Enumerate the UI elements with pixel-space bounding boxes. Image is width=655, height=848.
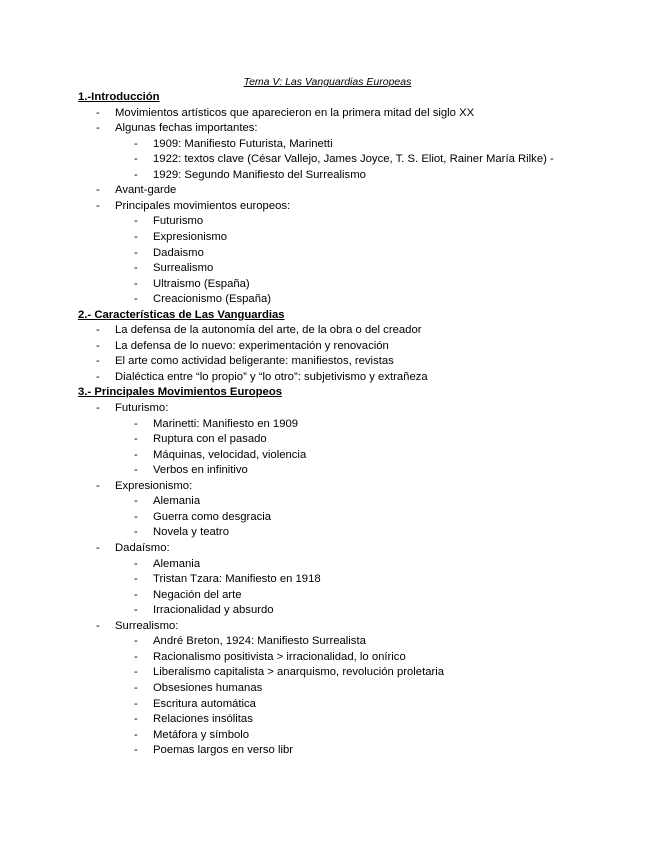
list-item-text: Racionalismo positivista > irracionalidad, lo onírico: [153, 650, 406, 663]
bullet-dash: -: [134, 728, 138, 741]
bullet-dash: -: [134, 650, 138, 663]
bullet-dash: -: [134, 510, 138, 523]
list-item-text: Creacionismo (España): [153, 293, 272, 306]
list-item-text: Alemania: [153, 495, 201, 508]
bullet-dash: -: [96, 184, 100, 197]
list-item-text: Verbos en infinitivo: [153, 464, 248, 477]
section-heading-text: 2.- Características de Las Vanguardias: [78, 308, 285, 321]
list-item-text: Futurismo:: [115, 402, 169, 414]
section-heading-text: 1.-Introducción: [78, 91, 160, 103]
list-item-text: Obsesiones humanas: [153, 681, 263, 694]
bullet-dash: -: [134, 137, 138, 150]
bullet-dash: -: [96, 199, 100, 212]
bullet-dash: -: [96, 479, 100, 492]
bullet-dash: -: [134, 153, 138, 166]
bullet-dash: -: [134, 168, 138, 181]
list-item-text: Alemania: [153, 557, 201, 570]
bullet-dash: -: [134, 666, 138, 679]
list-item-text: Avant-garde: [115, 184, 177, 197]
bullet-dash: -: [134, 246, 138, 259]
list-item-text: El arte como actividad beligerante: manifiestos, revistas: [115, 355, 394, 368]
list-item-text: La defensa de la autonomía del arte, de la obra o del creador: [115, 324, 422, 337]
bullet-dash: -: [134, 604, 138, 617]
bullet-dash: -: [96, 339, 100, 352]
bullet-dash: -: [134, 262, 138, 275]
bullet-dash: -: [134, 573, 138, 585]
list-item-text: Escritura automática: [153, 697, 256, 710]
bullet-dash: -: [96, 619, 100, 632]
list-item-text: Ruptura con el pasado: [153, 433, 267, 446]
list-item-text: Dadaismo: [153, 246, 204, 259]
bullet-dash: -: [134, 495, 138, 508]
list-item-text: Dialéctica entre “lo propio” y “lo otro”: subjetivismo y extrañeza: [115, 370, 428, 383]
list-item-text: Surrealismo:: [115, 619, 179, 632]
list-item-text: 1922: textos clave (César Vallejo, James Joyce, T. S. Eliot, Rainer María Rilke) -: [153, 153, 554, 166]
list-item-text: Irracionalidad y absurdo: [153, 604, 274, 617]
bullet-dash: -: [134, 557, 138, 570]
bullet-dash: -: [96, 324, 100, 337]
list-item-text: La defensa de lo nuevo: experimentación y renovación: [115, 339, 389, 352]
bullet-dash: -: [134, 697, 138, 710]
bullet-dash: -: [134, 231, 138, 243]
list-item-text: Algunas fechas importantes:: [115, 122, 258, 135]
bullet-dash: -: [96, 402, 100, 414]
list-item-text: Negación del arte: [153, 588, 242, 601]
list-item-text: Liberalismo capitalista > anarquismo, revolución proletaria: [153, 666, 445, 679]
bullet-dash: -: [134, 417, 138, 430]
list-item-text: Máquinas, velocidad, violencia: [153, 448, 307, 461]
list-item-text: Novela y teatro: [153, 526, 229, 539]
list-item-text: Poemas largos en verso libr: [153, 744, 294, 757]
list-item-text: 1909: Manifiesto Futurista, Marinetti: [153, 137, 333, 150]
bullet-dash: -: [96, 370, 100, 383]
bullet-dash: -: [134, 526, 138, 539]
bullet-dash: -: [134, 744, 138, 757]
list-item-text: 1929: Segundo Manifiesto del Surrealismo: [153, 168, 366, 181]
bullet-dash: -: [134, 713, 138, 725]
list-item-text: Metáfora y símbolo: [153, 728, 250, 741]
list-item-text: Surrealismo: [153, 262, 214, 275]
bullet-dash: -: [134, 464, 138, 477]
list-item-text: Relaciones insólitas: [153, 713, 253, 725]
list-item-text: Ultraismo (España): [153, 277, 250, 290]
bullet-dash: -: [134, 433, 138, 446]
bullet-dash: -: [134, 215, 138, 228]
list-item-text: André Breton, 1924: Manifiesto Surrealista: [153, 635, 366, 648]
document-title: Tema V: Las Vanguardias Europeas: [243, 76, 412, 88]
list-item-text: Marinetti: Manifiesto en 1909: [153, 417, 299, 430]
list-item-text: Guerra como desgracia: [153, 510, 272, 523]
bullet-dash: -: [96, 355, 100, 368]
bullet-dash: -: [134, 448, 138, 461]
list-item-text: Tristan Tzara: Manifiesto en 1918: [153, 573, 321, 585]
bullet-dash: -: [96, 106, 100, 119]
list-item-text: Futurismo: [153, 215, 204, 228]
bullet-dash: -: [134, 681, 138, 694]
list-item-text: Expresionismo: [153, 231, 228, 243]
bullet-dash: -: [96, 122, 100, 135]
bullet-dash: -: [134, 277, 138, 290]
list-item-text: Movimientos artísticos que aparecieron en la primera mitad del siglo XX: [115, 106, 475, 119]
bullet-dash: -: [134, 635, 138, 648]
bullet-dash: -: [134, 588, 138, 601]
list-item-text: Dadaísmo:: [115, 542, 170, 554]
list-item-text: Expresionismo:: [115, 479, 193, 492]
bullet-dash: -: [134, 293, 138, 306]
bullet-dash: -: [96, 542, 100, 554]
section-heading-text: 3.- Principales Movimientos Europeos: [78, 386, 283, 399]
list-item-text: Principales movimientos europeos:: [115, 199, 291, 212]
